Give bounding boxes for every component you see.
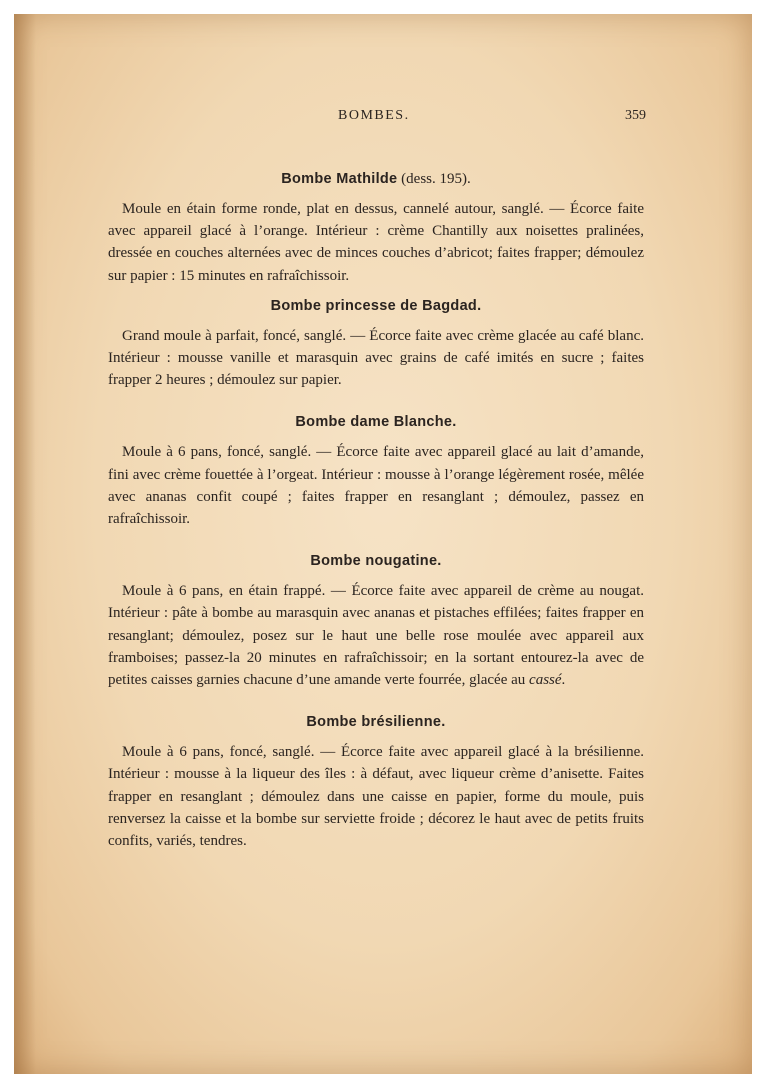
page-number: 359 — [625, 108, 646, 123]
recipe-text: Moule à 6 pans, foncé, sanglé. — Écorce faite avec appareil glacé à la brésilienne. Intérieur : mousse à la liqueur des îles : à défaut, avec liqueur crème d’anisette. Faites frapper en resanglant ; démoulez dans une caisse en papier, forme du moule, puis renversez la caisse et la bombe sur serviette froide ; décorez le haut avec de petits fruits confits, variés, tendres. — [108, 744, 644, 850]
recipe-heading — [108, 550, 644, 572]
chapter-title: BOMBES. — [338, 108, 410, 123]
recipe-text: Grand moule à parfait, foncé, sanglé. — Écorce faite avec crème glacée au café blanc. Intérieur : mousse vanille et marasquin avec grains de café imités en sucre ; faites frapper 2 heures ; démoulez sur papier. — [108, 327, 644, 389]
recipe-title: Bombe princesse de Bagdad. — [270, 297, 482, 314]
recipe-text: Moule en étain forme ronde, plat en dessus, cannelé autour, sanglé. — Écorce faite avec appareil glacé à l’orange. Intérieur : crème Chantilly aux noisettes pralinées, dressée en couches alternées avec de minces couches d’abricot; faites frapper; démoulez sur papier : 15 minutes en rafraîchissoir. — [108, 201, 644, 284]
recipe-text: Moule à 6 pans, foncé, sanglé. — Écorce faite avec appareil glacé au lait d’amande, fini avec crème fouettée à l’orgeat. Intérieur : mousse à l’orange légèrement rosée, mêlée avec ananas confit coupé ; faites frapper en resanglant ; démoulez, passez en rafraîchissoir. — [108, 444, 644, 528]
drawing-reference: (dess. 195). — [401, 171, 471, 187]
recipe-text — [108, 580, 644, 691]
recipe-text-italic: cassé — [529, 672, 562, 689]
recipe-content — [108, 168, 644, 852]
recipe-heading — [108, 168, 644, 190]
recipe-title: Bombe Mathilde — [281, 171, 398, 187]
recipe-heading — [108, 295, 644, 317]
book-page — [14, 14, 752, 1074]
recipe-heading — [108, 711, 644, 733]
recipe-title: Bombe nougatine. — [310, 553, 442, 570]
recipe-title: Bombe brésilienne. — [306, 714, 446, 731]
recipe-heading — [108, 411, 644, 433]
recipe-text-main: Moule à 6 pans, en étain frappé. — Écorce faite avec appareil de crème au nougat. Intérieur : pâte à bombe au marasquin avec ananas et pistaches effilées; faites frapper en resanglant; démoulez, posez sur le haut une belle rose moulée avec appareil aux framboises; passez-la 20 minutes en rafraîchissoir; en la sortant entourez-la avec de petites caisses garnies chacune d’une amande verte fourrée, glacée au — [108, 583, 644, 689]
recipe-text-end: . — [561, 672, 566, 689]
running-header — [14, 108, 752, 128]
recipe-title: Bombe dame Blanche. — [295, 414, 457, 431]
